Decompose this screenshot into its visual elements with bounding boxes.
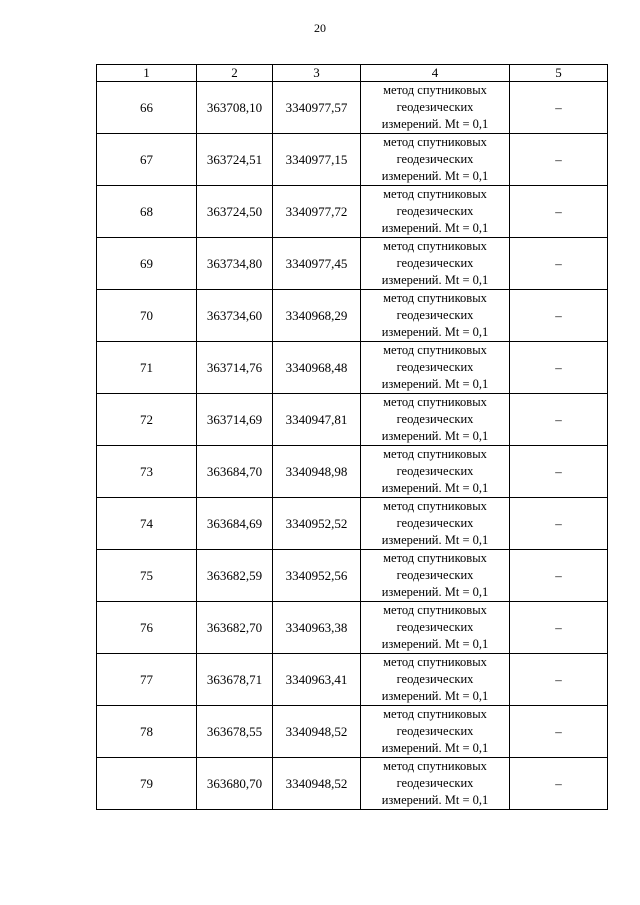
error-cell: – (510, 238, 608, 290)
method-line-1: метод спутниковых (383, 83, 487, 97)
y-coordinate-cell: 3340977,57 (273, 82, 361, 134)
method-line-1: метод спутниковых (383, 655, 487, 669)
method-cell (361, 602, 510, 654)
error-cell: – (510, 134, 608, 186)
x-coordinate-cell: 363678,71 (197, 654, 273, 706)
error-cell: – (510, 290, 608, 342)
method-line-1: метод спутниковых (383, 239, 487, 253)
table-body (97, 82, 608, 810)
y-coordinate-cell: 3340977,15 (273, 134, 361, 186)
method-cell (361, 394, 510, 446)
method-line-3: измерений. Mt = 0,1 (381, 325, 489, 339)
y-coordinate-cell: 3340968,29 (273, 290, 361, 342)
method-line-1: метод спутниковых (383, 759, 487, 773)
x-coordinate-cell: 363684,69 (197, 498, 273, 550)
point-number-cell: 74 (97, 498, 197, 550)
x-coordinate-cell: 363678,55 (197, 706, 273, 758)
method-cell (361, 342, 510, 394)
y-coordinate-cell: 3340952,52 (273, 498, 361, 550)
method-line-1: метод спутниковых (383, 447, 487, 461)
point-number-cell: 67 (97, 134, 197, 186)
column-header-1: 1 (97, 65, 197, 82)
error-cell: – (510, 342, 608, 394)
y-coordinate-cell: 3340963,41 (273, 654, 361, 706)
error-cell: – (510, 394, 608, 446)
x-coordinate-cell: 363724,51 (197, 134, 273, 186)
table-row (97, 758, 608, 810)
method-line-2: геодезических (396, 724, 474, 738)
method-line-2: геодезических (396, 412, 474, 426)
table-row (97, 342, 608, 394)
table-row (97, 394, 608, 446)
method-line-1: метод спутниковых (383, 499, 487, 513)
point-number-cell: 71 (97, 342, 197, 394)
method-line-3: измерений. Mt = 0,1 (381, 689, 489, 703)
point-number-cell: 79 (97, 758, 197, 810)
table-row (97, 134, 608, 186)
error-cell: – (510, 186, 608, 238)
x-coordinate-cell: 363708,10 (197, 82, 273, 134)
y-coordinate-cell: 3340948,52 (273, 758, 361, 810)
point-number-cell: 76 (97, 602, 197, 654)
y-coordinate-cell: 3340963,38 (273, 602, 361, 654)
table-row (97, 654, 608, 706)
method-line-2: геодезических (396, 672, 474, 686)
error-cell: – (510, 550, 608, 602)
method-line-2: геодезических (396, 568, 474, 582)
coordinates-table (96, 64, 608, 810)
column-header-2: 2 (197, 65, 273, 82)
method-line-3: измерений. Mt = 0,1 (381, 377, 489, 391)
table-row (97, 706, 608, 758)
method-line-2: геодезических (396, 620, 474, 634)
error-cell: – (510, 758, 608, 810)
point-number-cell: 78 (97, 706, 197, 758)
y-coordinate-cell: 3340952,56 (273, 550, 361, 602)
error-cell: – (510, 654, 608, 706)
method-line-1: метод спутниковых (383, 291, 487, 305)
x-coordinate-cell: 363734,80 (197, 238, 273, 290)
method-line-1: метод спутниковых (383, 343, 487, 357)
point-number-cell: 75 (97, 550, 197, 602)
point-number-cell: 77 (97, 654, 197, 706)
y-coordinate-cell: 3340968,48 (273, 342, 361, 394)
table-row (97, 290, 608, 342)
x-coordinate-cell: 363682,59 (197, 550, 273, 602)
method-line-2: геодезических (396, 776, 474, 790)
method-cell (361, 758, 510, 810)
method-line-2: геодезических (396, 204, 474, 218)
y-coordinate-cell: 3340948,52 (273, 706, 361, 758)
column-header-4: 4 (361, 65, 510, 82)
y-coordinate-cell: 3340977,45 (273, 238, 361, 290)
point-number-cell: 70 (97, 290, 197, 342)
method-line-3: измерений. Mt = 0,1 (381, 481, 489, 495)
method-cell (361, 706, 510, 758)
point-number-cell: 73 (97, 446, 197, 498)
x-coordinate-cell: 363724,50 (197, 186, 273, 238)
table-row (97, 498, 608, 550)
method-cell (361, 134, 510, 186)
x-coordinate-cell: 363734,60 (197, 290, 273, 342)
table-row (97, 550, 608, 602)
method-cell (361, 498, 510, 550)
method-line-1: метод спутниковых (383, 551, 487, 565)
x-coordinate-cell: 363714,69 (197, 394, 273, 446)
column-header-5: 5 (510, 65, 608, 82)
table-row (97, 446, 608, 498)
point-number-cell: 66 (97, 82, 197, 134)
method-line-2: геодезических (396, 256, 474, 270)
table-row (97, 82, 608, 134)
method-cell (361, 654, 510, 706)
x-coordinate-cell: 363680,70 (197, 758, 273, 810)
method-line-2: геодезических (396, 464, 474, 478)
error-cell: – (510, 498, 608, 550)
table-row (97, 186, 608, 238)
method-line-1: метод спутниковых (383, 603, 487, 617)
page-number: 20 (314, 21, 326, 35)
method-cell (361, 186, 510, 238)
method-line-3: измерений. Mt = 0,1 (381, 169, 489, 183)
method-cell (361, 82, 510, 134)
method-line-3: измерений. Mt = 0,1 (381, 533, 489, 547)
point-number-cell: 69 (97, 238, 197, 290)
method-line-3: измерений. Mt = 0,1 (381, 793, 489, 807)
error-cell: – (510, 446, 608, 498)
column-header-3: 3 (273, 65, 361, 82)
y-coordinate-cell: 3340948,98 (273, 446, 361, 498)
method-line-3: измерений. Mt = 0,1 (381, 117, 489, 131)
method-line-1: метод спутниковых (383, 707, 487, 721)
method-line-3: измерений. Mt = 0,1 (381, 585, 489, 599)
method-line-3: измерений. Mt = 0,1 (381, 429, 489, 443)
method-cell (361, 446, 510, 498)
method-line-3: измерений. Mt = 0,1 (381, 741, 489, 755)
method-line-2: геодезических (396, 516, 474, 530)
method-line-3: измерений. Mt = 0,1 (381, 637, 489, 651)
method-line-3: измерений. Mt = 0,1 (381, 221, 489, 235)
method-cell (361, 550, 510, 602)
x-coordinate-cell: 363684,70 (197, 446, 273, 498)
method-cell (361, 238, 510, 290)
x-coordinate-cell: 363682,70 (197, 602, 273, 654)
method-line-2: геодезических (396, 152, 474, 166)
method-line-3: измерений. Mt = 0,1 (381, 273, 489, 287)
point-number-cell: 72 (97, 394, 197, 446)
x-coordinate-cell: 363714,76 (197, 342, 273, 394)
method-cell (361, 290, 510, 342)
method-line-1: метод спутниковых (383, 395, 487, 409)
error-cell: – (510, 82, 608, 134)
method-line-1: метод спутниковых (383, 187, 487, 201)
method-line-2: геодезических (396, 100, 474, 114)
error-cell: – (510, 602, 608, 654)
method-line-2: геодезических (396, 308, 474, 322)
method-line-2: геодезических (396, 360, 474, 374)
method-line-1: метод спутниковых (383, 135, 487, 149)
table-header-row (97, 65, 608, 82)
table-row (97, 602, 608, 654)
y-coordinate-cell: 3340977,72 (273, 186, 361, 238)
y-coordinate-cell: 3340947,81 (273, 394, 361, 446)
point-number-cell: 68 (97, 186, 197, 238)
table-row (97, 238, 608, 290)
error-cell: – (510, 706, 608, 758)
